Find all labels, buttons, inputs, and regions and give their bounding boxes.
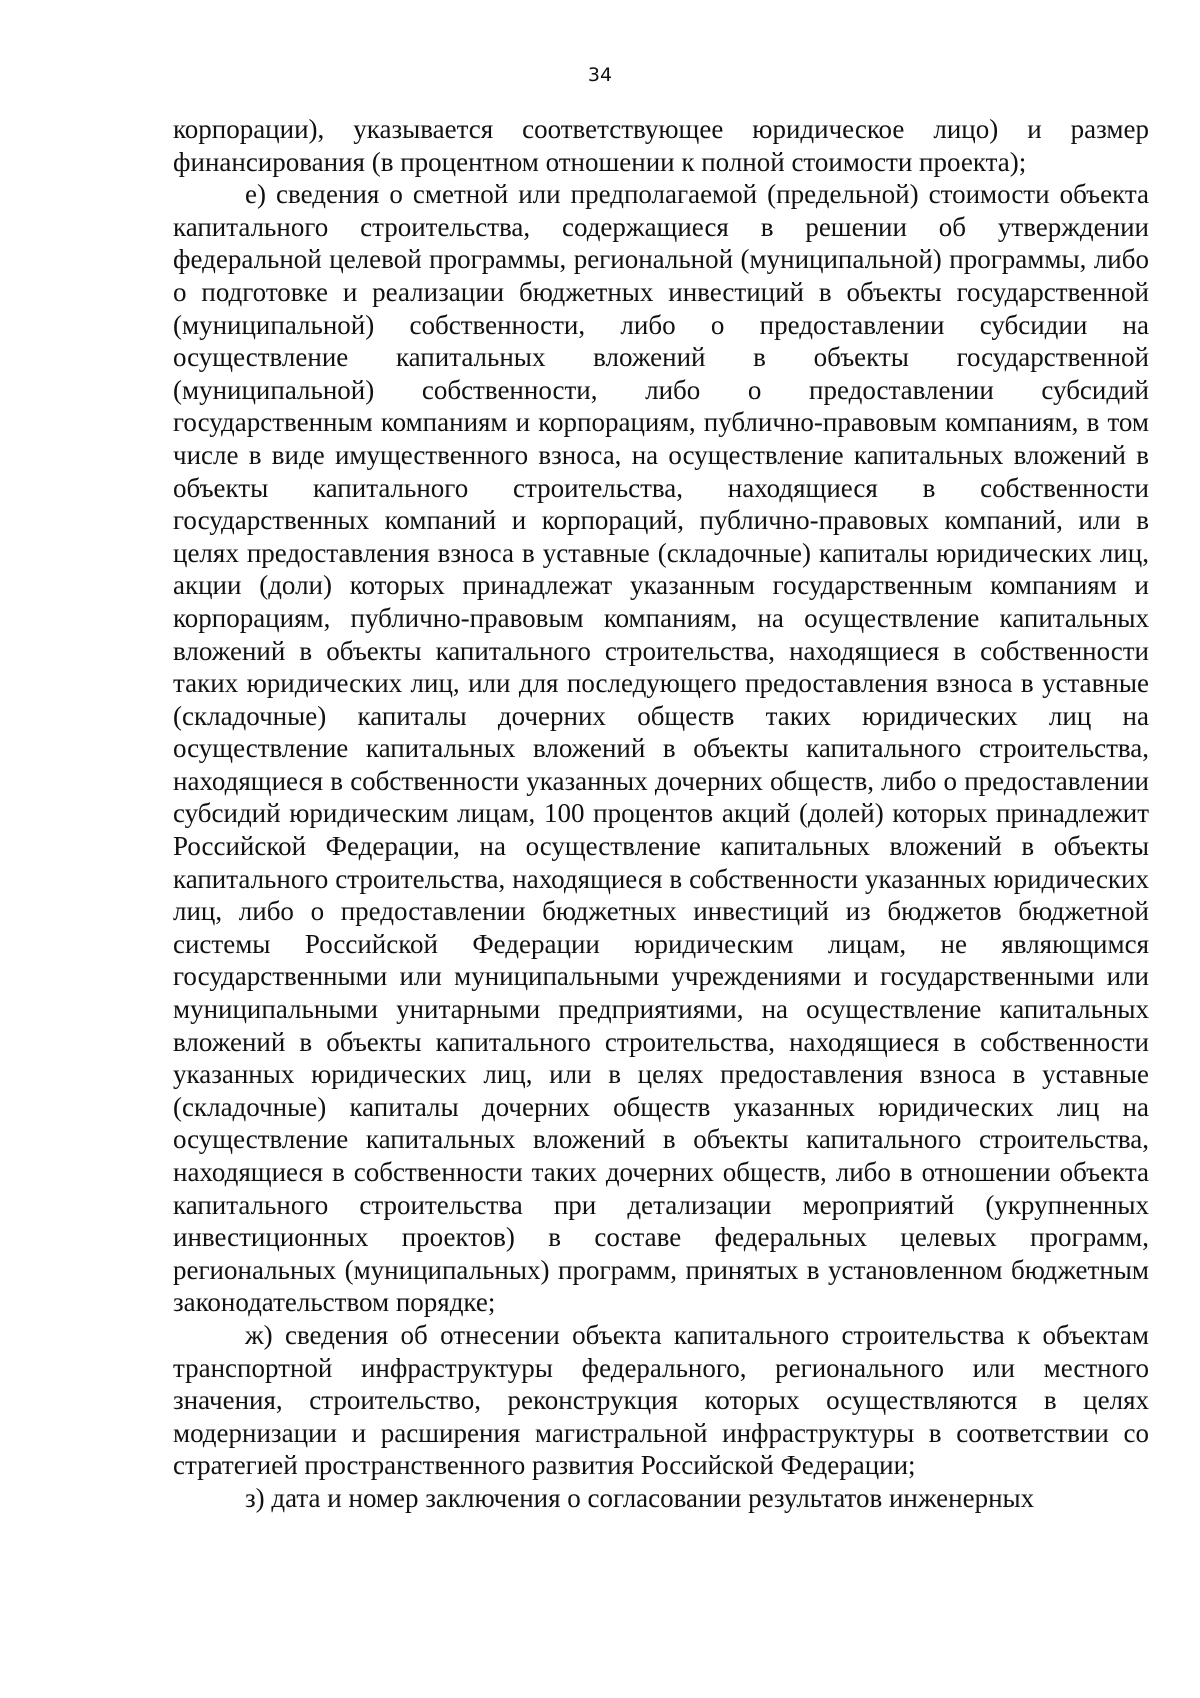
document-body [173, 113, 1149, 1515]
paragraph-item-zh: ж) сведения об отнесении объекта капитального строительства к объектам транспортной инфраструктуры федерального, регионального или местного значения, строительство, реконструкция которых осуществляются в целях модернизации и расширения магистральной инфраструктуры в соответствии со стратегией пространственного развития Российской Федерации; [173, 1319, 1149, 1481]
paragraph-item-z: з) дата и номер заключения о согласовании результатов инженерных [245, 1482, 1035, 1513]
page-number: 34 [587, 64, 613, 86]
paragraph-continuation: корпорации), указывается соответствующее юридическое лицо) и размер финансирования (в процентном отношении к полной стоимости проекта); [173, 114, 1149, 177]
paragraph-item-e: е) сведения о сметной или предполагаемой (предельной) стоимости объекта капитального строительства, содержащиеся в решении об утверждении федеральной целевой программы, региональной (муниципальной) программы, либо о подготовке и реализации бюджетных инвестиций в объекты государственной (муниципальной) собственности, либо о предоставлении субсидии на осуществление капитальных вложений в объекты государственной (муниципальной) собственности, либо о предоставлении субсидий государственным компаниям и корпорациям, публично-правовым компаниям, в том числе в виде имущественного взноса, на осуществление капитальных вложений в объекты капитального строительства, находящиеся в собственности государственных компаний и корпораций, публично-правовых компаний, или в целях предоставления взноса в уставные (складочные) капиталы юридических лиц, акции (доли) которых принадлежат указанным государственным компаниям и корпорациям, публично-правовым компаниям, на осуществление капитальных вложений в объекты капитального строительства, находящиеся в собственности таких юридических лиц, или для последующего предоставления взноса в уставные (складочные) капиталы дочерних обществ таких юридических лиц на осуществление капитальных вложений в объекты капитального строительства, находящиеся в собственности указанных дочерних обществ, либо о предоставлении субсидий юридическим лицам, 100 процентов акций (долей) которых принадлежит Российской Федерации, на осуществление капитальных вложений в объекты капитального строительства, находящиеся в собственности указанных юридических лиц, либо о предоставлении бюджетных инвестиций из бюджетов бюджетной системы Российской Федерации юридическим лицам, не являющимся государственными или муниципальными учреждениями и государственными или муниципальными унитарными предприятиями, на осуществление капитальных вложений в объекты капитального строительства, находящиеся в собственности указанных юридических лиц, или в целях предоставления взноса в уставные (складочные) капиталы дочерних обществ указанных юридических лиц на осуществление капитальных вложений в объекты капитального строительства, находящиеся в собственности таких дочерних обществ, либо в отношении объекта капитального строительства при детализации мероприятий (укрупненных инвестиционных проектов) в составе федеральных целевых программ, региональных (муниципальных) программ, принятых в установленном бюджетным законодательством порядке; [173, 179, 1149, 1318]
